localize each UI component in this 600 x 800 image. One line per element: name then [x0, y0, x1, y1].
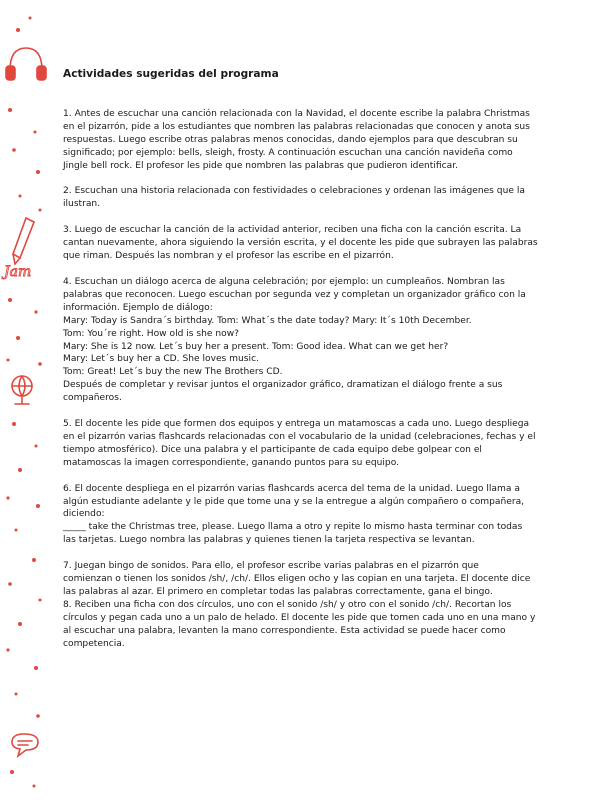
dialogue-line: Mary: Let´s buy her a CD. She loves music. — [63, 354, 259, 365]
text-line: 8. Reciben una ficha con dos círculos, uno con el sonido /sh/ y otro con el sonido /ch/. Recortan los — [63, 599, 512, 610]
activity-7 — [63, 560, 541, 599]
text-line: Después de completar y revisar juntos el organizador gráfico, dramatizan el diálogo frente a sus — [63, 380, 503, 391]
text-line: información. Ejemplo de diálogo: — [63, 302, 213, 313]
text-line: 6. El docente despliega en el pizarrón varias flashcards acerca del tema de la unidad. Luego llama a — [63, 483, 520, 494]
document-body — [63, 68, 541, 664]
text-line: 5. El docente les pide que formen dos equipos y entrega un matamoscas a cada uno. Luego despliega — [63, 419, 530, 430]
activity-8 — [63, 599, 541, 651]
doodle-word: Jam — [4, 264, 32, 280]
text-line: diciendo: — [63, 509, 105, 520]
activity-5 — [63, 418, 541, 470]
text-line: matamoscas la imagen correspondiente, ganando puntos para su equipo. — [63, 457, 400, 468]
text-line: ilustran. — [63, 199, 101, 210]
text-line: al escuchar una palabra, levanten la mano correspondiente. Esta actividad se puede hacer como — [63, 625, 506, 636]
left-margin-doodles — [0, 0, 52, 800]
text-line: Jingle bell rock. El profesor les pide que nombren las palabras que pudieron identificar. — [63, 160, 458, 171]
text-line: en el pizarrón, pide a los estudiantes que nombren las palabras relacionadas que conocen y anota sus — [63, 121, 530, 132]
text-line: que riman. Después las nombran y el profesor las escribe en el pizarrón. — [63, 251, 394, 262]
text-line: las tarjetas. Luego nombra las palabras y quienes tienen la tarjeta respectiva se levantan. — [63, 535, 475, 546]
activity-1 — [63, 108, 541, 173]
text-line: _____ take the Christmas tree, please. Luego llama a otro y repite lo mismo hasta terminar con todas — [63, 522, 523, 533]
text-line: significado; por ejemplo: bells, sleigh, frosty. A continuación escuchan una canción navideña como — [63, 147, 513, 158]
scattered-dots — [6, 17, 41, 788]
text-line: respuestas. Luego escribe otras palabras menos conocidas, dando ejemplos para que descubran su — [63, 134, 518, 145]
activity-4 — [63, 276, 541, 405]
dialogue-line: Tom: You´re right. How old is she now? — [63, 328, 239, 339]
headphones-icon — [6, 48, 46, 80]
dialogue-line: Mary: Today is Sandra´s birthday. Tom: What´s the date today? Mary: It´s 10th December. — [63, 315, 472, 326]
globe-icon — [12, 376, 32, 404]
speech-bubble-icon — [12, 734, 38, 756]
text-line: tiempo atmosférico). Dice una palabra y el participante de cada equipo debe golpear con el — [63, 444, 482, 455]
dialogue-line: Tom: Great! Let´s buy the new The Brothers CD. — [63, 367, 283, 378]
text-line: círculos y pegan cada uno a un palo de helado. El docente les pide que tomen cada uno en una mano y — [63, 612, 536, 623]
dialogue-line: Mary: She is 12 now. Let´s buy her a present. Tom: Good idea. What can we get her? — [63, 341, 449, 352]
text-line: 3. Luego de escuchar la canción de la actividad anterior, reciben una ficha con la canción escrita. La — [63, 225, 522, 236]
text-line: cantan nuevamente, ahora siguiendo la versión escrita, y el docente les pide que subrayen las palabras — [63, 238, 538, 249]
text-line: las palabras al azar. El primero en completar todas las palabras correctamente, gana el bingo. — [63, 587, 493, 597]
text-line: palabras que reconocen. Luego escuchan por segunda vez y completan un organizador gráfico con la — [63, 289, 526, 300]
text-line: 1. Antes de escuchar una canción relacionada con la Navidad, el docente escribe la palabra Christmas — [63, 108, 530, 119]
text-line: 2. Escuchan una historia relacionada con festividades o celebraciones y ordenan las imágenes que la — [63, 186, 525, 197]
text-line: competencia. — [63, 638, 125, 649]
activity-6 — [63, 483, 541, 548]
page-title: Actividades sugeridas del programa — [63, 68, 279, 80]
text-line: en el pizarrón varias flashcards relacionadas con el vocabulario de la unidad (celebraciones, fechas y el — [63, 431, 536, 442]
text-line: 7. Juegan bingo de sonidos. Para ello, el profesor escribe varias palabras en el pizarrón que — [63, 561, 479, 572]
pencil-icon — [13, 218, 34, 264]
text-line: compañeros. — [63, 393, 122, 404]
text-line: 4. Escuchan un diálogo acerca de alguna celebración; por ejemplo: un cumpleaños. Nombran las — [63, 276, 505, 287]
activity-2 — [63, 185, 541, 211]
activity-3 — [63, 224, 541, 263]
text-line: comienzan o tienen los sonidos /sh/, /ch/. Ellos eligen ocho y las copian en una tarjeta. El docente dice — [63, 574, 531, 585]
text-line: algún estudiante adelante y le pide que tome una y se la entregue a algún compañero o compañera, — [63, 496, 525, 507]
